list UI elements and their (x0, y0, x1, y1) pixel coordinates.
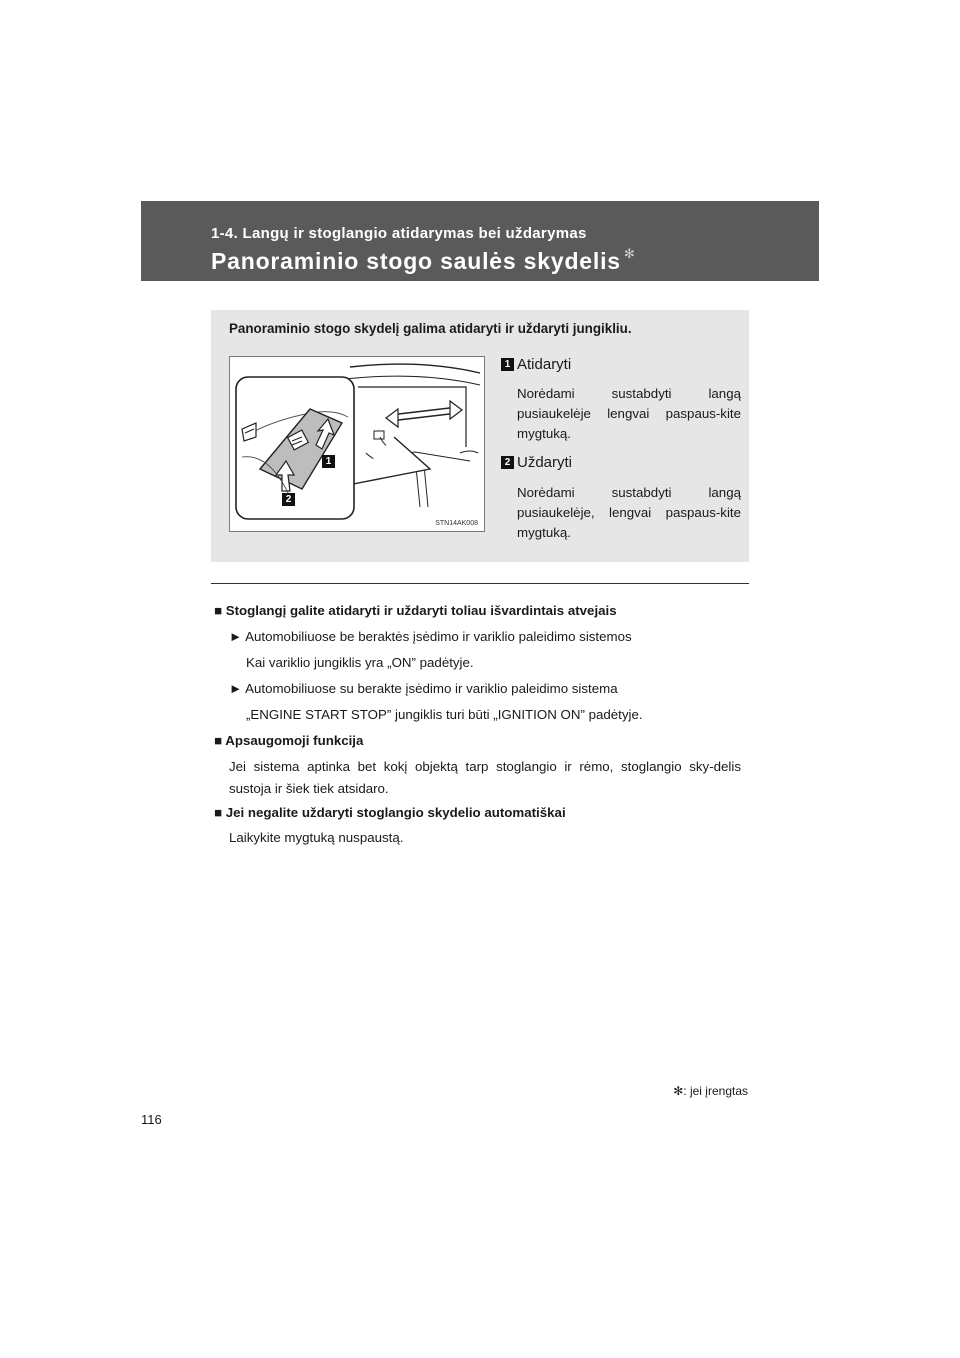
manual-close-text: Laikykite mygtuką nuspaustą. (229, 830, 404, 845)
callout-number-2: 2 (282, 493, 295, 506)
figure-code: STN14AK008 (435, 520, 478, 527)
divider (211, 583, 749, 584)
step-number-1: 1 (501, 358, 514, 371)
section-heading: 1-4. Langų ir stoglangio atidarymas bei uždarymas (211, 225, 587, 242)
switch-drawing (230, 357, 484, 531)
note-heading-protection (214, 733, 363, 748)
bullet-no-smart-key-detail: Kai variklio jungiklis yra „ON” padėtyje. (246, 655, 474, 670)
page-title (211, 248, 636, 275)
note-square-icon: ■ (214, 603, 226, 618)
page-number: 116 (141, 1112, 162, 1127)
bullet-no-smart-key (229, 629, 632, 644)
footnote (673, 1084, 748, 1098)
note-square-icon: ■ (214, 733, 226, 748)
optional-equipment-mark: ✻ (673, 1084, 684, 1098)
page-title-text: Panoraminio stogo saulės skydelis (211, 248, 621, 274)
switch-illustration (229, 356, 485, 532)
triangle-bullet-icon: ► (229, 681, 246, 696)
triangle-bullet-icon: ► (229, 629, 246, 644)
footnote-text: : jei įrengtas (683, 1084, 748, 1098)
note-heading-text: Stoglangį galite atidaryti ir uždaryti toliau išvardintais atvejais (225, 603, 617, 618)
bullet-smart-key-detail: „ENGINE START STOP” jungiklis turi būti „IGNITION ON” padėtyje. (246, 707, 643, 722)
step-title-open: Atidaryti (517, 356, 572, 373)
bullet-text: Automobiliuose su berakte įsėdimo ir variklio paleidimo sistema (245, 681, 618, 696)
protection-text: Jei sistema aptinka bet kokį objektą tarp stoglangio ir rėmo, stoglangio sky-delis sustoja ir šiek tiek atsidaro. (229, 759, 741, 796)
step-number-2: 2 (501, 456, 514, 469)
callout-number-1: 1 (322, 455, 335, 468)
note-heading-text: Apsaugomoji funkcija (225, 733, 364, 748)
note-heading-conditions (214, 603, 617, 618)
note-heading-manual-close (214, 805, 566, 820)
note-heading-text: Jei negalite uždaryti stoglangio skydelio automatiškai (225, 805, 566, 820)
bullet-smart-key (229, 681, 618, 696)
step-text-open: Norėdami sustabdyti langą pusiaukelėje lengvai paspaus-kite mygtuką. (517, 386, 741, 441)
box-intro: Panoraminio stogo skydelį galima atidaryti ir uždaryti jungikliu. (229, 321, 632, 336)
step-text-close: Norėdami sustabdyti langą pusiaukelėje, lengvai paspaus-kite mygtuką. (517, 485, 741, 540)
optional-equipment-mark: ✻ (623, 246, 636, 261)
step-title-close: Uždaryti (517, 454, 573, 471)
note-square-icon: ■ (214, 805, 226, 820)
bullet-text: Automobiliuose be beraktės įsėdimo ir variklio paleidimo sistemos (245, 629, 632, 644)
